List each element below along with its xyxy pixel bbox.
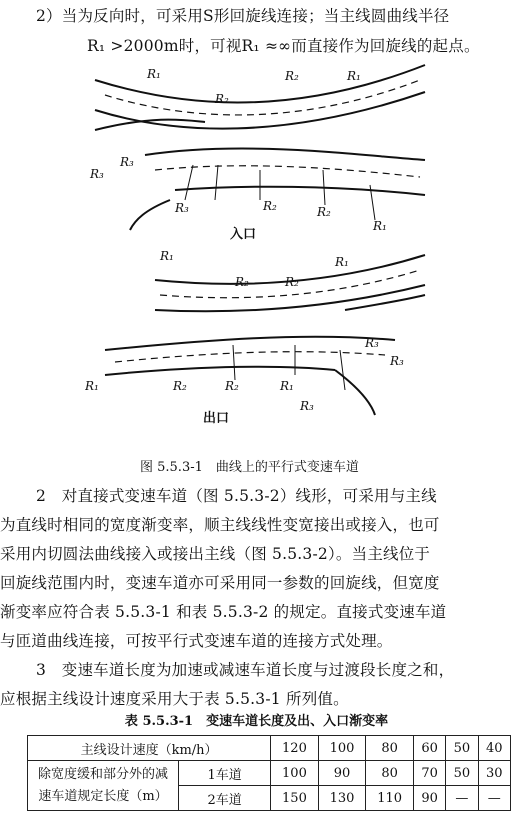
paragraph-2-line3: 采用内切圆法曲线接入或接出主线（图 5.5.3-2）。当主线位于 bbox=[0, 545, 431, 563]
value-cell: 110 bbox=[366, 786, 414, 811]
lane-cell: 2车道 bbox=[179, 786, 271, 811]
speed-cell: 100 bbox=[318, 736, 366, 761]
value-cell: 150 bbox=[271, 786, 319, 811]
paragraph-s-curve-line1: 2）当为反向时，可采用S形回旋线连接；当主线圆曲线半径 bbox=[36, 7, 450, 25]
label-r3-b: R₃ bbox=[120, 155, 134, 169]
label-r2-g: R₂ bbox=[173, 379, 187, 393]
entry-lower-road-top-edge bbox=[145, 149, 425, 160]
label-r2-h: R₂ bbox=[225, 379, 239, 393]
value-cell: 70 bbox=[413, 761, 445, 786]
label-r3-f: R₃ bbox=[300, 399, 314, 413]
paragraph-s-curve-line2: R₁ >2000m时，可视R₁ ≈∞而直接作为回旋线的起点。 bbox=[87, 37, 480, 55]
row-group-label bbox=[28, 761, 179, 811]
label-r1-f: R₁ bbox=[85, 379, 99, 393]
label-r1-a: R₁ bbox=[147, 67, 161, 81]
label-r3-c: R₃ bbox=[175, 201, 189, 215]
paragraph-2-line4: 回旋线范围内时，变速车道亦可采用同一参数的回旋线，但宽度 bbox=[0, 574, 440, 592]
paragraph-2-line2: 为直线时相同的宽度渐变率，顺主线线性变宽接出或接入，也可 bbox=[0, 516, 440, 534]
entry-main-road-bottom-edge bbox=[95, 92, 425, 129]
value-cell: 30 bbox=[478, 761, 510, 786]
paragraph-2-line6: 与匝道曲线连接，可按平行式变速车道的连接方式处理。 bbox=[0, 632, 393, 650]
value-cell: — bbox=[478, 786, 510, 811]
table-title: 表 5.5.3-1 变速车道长度及出、入口渐变率 bbox=[124, 714, 389, 729]
speed-cell: 120 bbox=[271, 736, 319, 761]
value-cell: 130 bbox=[318, 786, 366, 811]
label-r1-d: R₁ bbox=[160, 249, 174, 263]
row-group-label-line1: 除宽度缓和部分外的减 bbox=[37, 766, 168, 782]
speed-change-lane-table bbox=[27, 735, 511, 811]
lane-cell: 1车道 bbox=[179, 761, 271, 786]
label-r1-b: R₁ bbox=[347, 69, 361, 83]
label-r2-c: R₂ bbox=[263, 199, 277, 213]
entry-main-road-top-edge bbox=[95, 65, 425, 103]
label-r2-d: R₂ bbox=[317, 205, 331, 219]
value-cell: 80 bbox=[366, 761, 414, 786]
row-group-label-line2: 速车道规定长度（m） bbox=[38, 788, 168, 804]
exit-lower-ramp-edge bbox=[335, 370, 375, 415]
label-r1-c: R₁ bbox=[373, 219, 387, 233]
table-header-row bbox=[28, 736, 511, 761]
label-r3-d: R₃ bbox=[365, 336, 379, 350]
speed-cell: 80 bbox=[366, 736, 414, 761]
entry-label: 入口 bbox=[230, 227, 257, 242]
exit-label: 出口 bbox=[203, 411, 230, 426]
label-r2-b: R₂ bbox=[285, 69, 299, 83]
entry-lower-road-bottom-edge bbox=[175, 187, 425, 195]
label-r2-a: R₂ bbox=[215, 92, 229, 106]
label-r1-g: R₁ bbox=[280, 379, 294, 393]
figure-caption: 图 5.5.3-1 曲线上的平行式变速车道 bbox=[140, 460, 359, 475]
header-label-cell: 主线设计速度（km/h） bbox=[28, 736, 271, 761]
paragraph-2-line1: 2 对直接式变速车道（图 5.5.3-2）线形，可采用与主线 bbox=[36, 487, 437, 505]
speed-cell: 40 bbox=[478, 736, 510, 761]
value-cell: 100 bbox=[271, 761, 319, 786]
label-r2-f: R₂ bbox=[285, 275, 299, 289]
entry-lower-ramp-edge bbox=[130, 200, 170, 230]
value-cell: 90 bbox=[413, 786, 445, 811]
paragraph-2-line5: 渐变率应符合表 5.5.3-1 和表 5.5.3-2 的规定。直接式变速车道 bbox=[0, 603, 447, 621]
label-r2-e: R₂ bbox=[235, 275, 249, 289]
exit-lower-road-bottom-edge bbox=[105, 367, 335, 375]
speed-cell: 60 bbox=[413, 736, 445, 761]
exit-lower-road-top-edge bbox=[105, 337, 395, 350]
value-cell: 90 bbox=[318, 761, 366, 786]
label-r3-a: R₃ bbox=[90, 167, 104, 181]
speed-cell: 50 bbox=[446, 736, 478, 761]
value-cell: — bbox=[446, 786, 478, 811]
paragraph-3-line1: 3 变速车道长度为加速或减速车道长度与过渡段长度之和， bbox=[36, 661, 455, 679]
entry-ramp-edge bbox=[95, 120, 205, 130]
parallel-speed-change-lane-figure bbox=[85, 60, 430, 435]
value-cell: 50 bbox=[446, 761, 478, 786]
paragraph-3-line2: 应根据主线设计速度采用大于表 5.5.3-1 所列值。 bbox=[0, 690, 349, 708]
label-r3-e: R₃ bbox=[390, 354, 404, 368]
exit-ramp-edge bbox=[345, 295, 425, 310]
label-r1-e: R₁ bbox=[335, 255, 349, 269]
table-row bbox=[28, 761, 511, 786]
